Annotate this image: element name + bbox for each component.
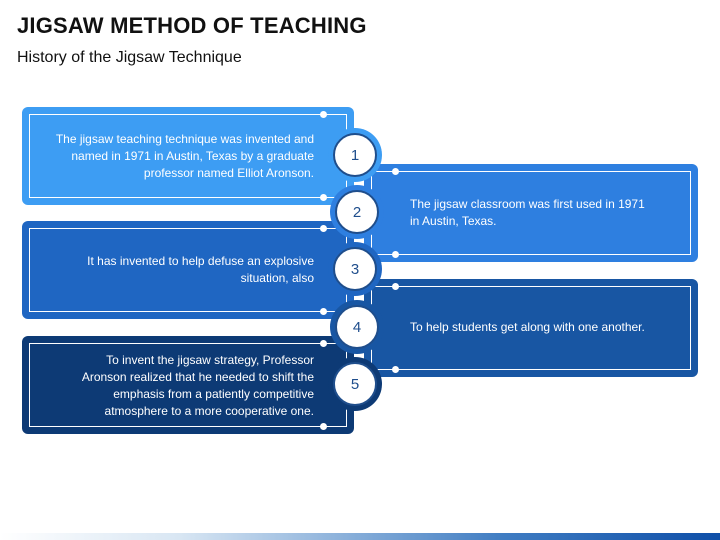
page-title: JIGSAW METHOD OF TEACHING xyxy=(17,13,367,38)
step-number-5: 5 xyxy=(333,362,377,406)
step-number-2: 2 xyxy=(335,190,379,234)
frame-dot-bottom xyxy=(320,423,327,430)
step-number-3: 3 xyxy=(333,247,377,291)
step-text-4: To help students get along with one another. xyxy=(410,320,645,334)
frame-dot-top xyxy=(320,111,327,118)
frame-dot-bottom xyxy=(320,308,327,315)
frame-dot-top xyxy=(320,340,327,347)
frame-dot-top xyxy=(392,168,399,175)
frame-dot-bottom xyxy=(320,194,327,201)
step-text-5: To invent the jigsaw strategy, Professor Aronson realized that he needed to shift the emphasis from a patiently competitive atmosphere to a more cooperative one. xyxy=(81,353,314,418)
frame-dot-bottom xyxy=(392,366,399,373)
step-card-5 xyxy=(22,336,354,434)
step-text-2: The jigsaw classroom was first used in 1971 in Austin, Texas. xyxy=(410,197,645,228)
step-number-4: 4 xyxy=(335,305,379,349)
step-card-1 xyxy=(22,107,354,205)
page-subtitle: History of the Jigsaw Technique xyxy=(17,49,242,66)
frame-dot-top xyxy=(320,225,327,232)
step-text-1: The jigsaw teaching technique was invented and named in 1971 in Austin, Texas by a graduate professor named Elliot Aronson. xyxy=(55,132,314,180)
step-card-4 xyxy=(364,279,698,377)
frame-dot-top xyxy=(392,283,399,290)
step-number-1: 1 xyxy=(333,133,377,177)
step-text-3: It has invented to help defuse an explosive situation, also xyxy=(87,254,314,285)
step-card-3 xyxy=(22,221,354,319)
frame-dot-bottom xyxy=(392,251,399,258)
footer-gradient-bar xyxy=(0,533,720,540)
step-card-2 xyxy=(364,164,698,262)
